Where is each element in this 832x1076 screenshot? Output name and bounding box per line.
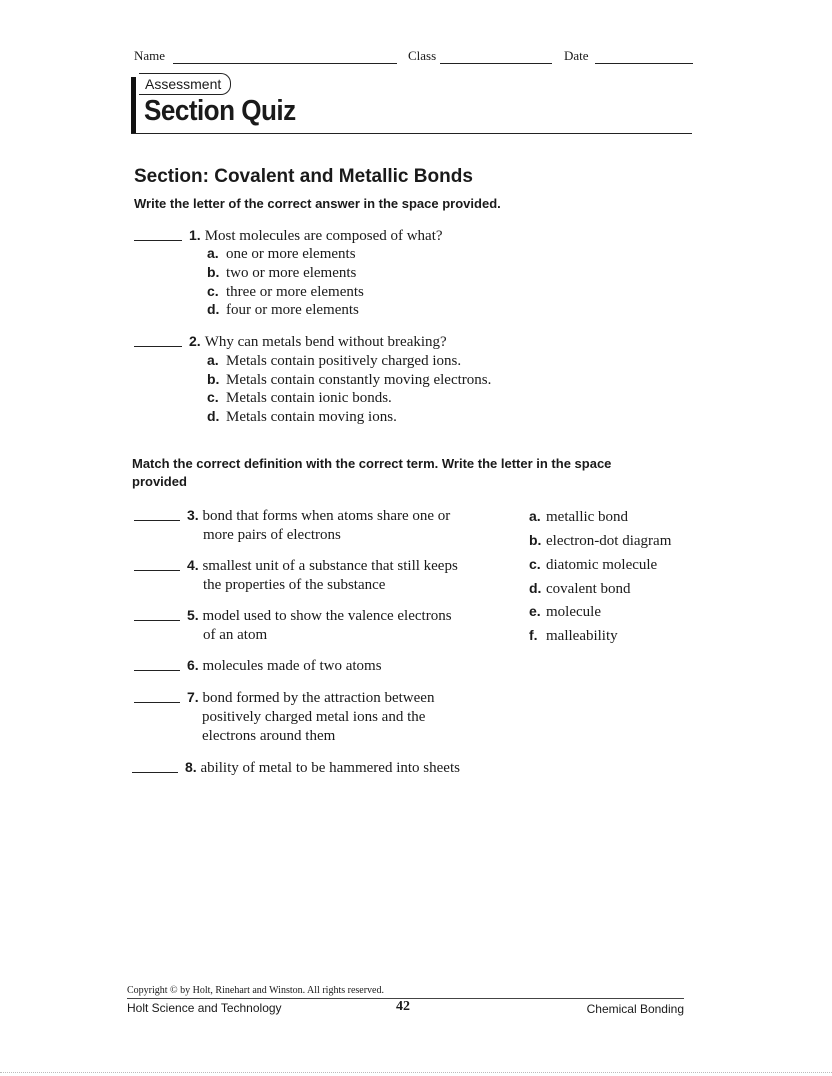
term-f: f. malleability (529, 627, 618, 644)
q1-option-b: b. two or more elements (207, 264, 357, 281)
banner-bar (131, 77, 136, 133)
instructions-matching-line2: provided (132, 474, 187, 489)
q2-option-c: c. Metals contain ionic bonds. (207, 389, 392, 406)
name-label: Name (134, 48, 166, 63)
section-title: Section: Covalent and Metallic Bonds (134, 166, 473, 187)
answer-blank-2[interactable] (134, 346, 182, 347)
instructions-multiple-choice: Write the letter of the correct answer in the space provided. (134, 196, 501, 211)
q2-option-b: b. Metals contain constantly moving electrons. (207, 371, 492, 388)
answer-blank-8[interactable] (132, 772, 178, 773)
class-label: Class (408, 48, 437, 63)
answer-blank-4[interactable] (134, 570, 180, 571)
assessment-tag (139, 73, 231, 95)
q2-option-a: a. Metals contain positively charged ions. (207, 352, 462, 369)
match-item-6: 6. molecules made of two atoms (187, 657, 382, 674)
footer-publisher: Holt Science and Technology (127, 1001, 282, 1015)
title-rule (131, 133, 692, 134)
answer-blank-6[interactable] (134, 670, 180, 671)
answer-blank-3[interactable] (134, 520, 180, 521)
answer-blank-5[interactable] (134, 620, 180, 621)
match-item-3: 3. bond that forms when atoms share one or more pairs of electrons (187, 507, 451, 543)
match-item-5: 5. model used to show the valence electrons of an atom (187, 607, 452, 643)
instructions-matching-line1: Match the correct definition with the correct term. Write the letter in the space (132, 456, 612, 471)
question-2 (189, 333, 447, 351)
page-number: 42 (396, 999, 410, 1014)
term-d: d. covalent bond (529, 580, 631, 597)
question-1-number: 1. (189, 227, 201, 243)
date-field[interactable] (595, 49, 693, 64)
question-1-text: Most molecules are composed of what? (204, 228, 443, 244)
assessment-tag-label: Assessment (145, 76, 222, 92)
term-a: a. metallic bond (529, 508, 629, 525)
q1-option-d: d. four or more elements (207, 301, 359, 318)
scan-edge (0, 1072, 832, 1073)
class-field[interactable] (440, 49, 552, 64)
question-1 (189, 227, 443, 245)
name-field[interactable] (173, 49, 397, 64)
question-2-text: Why can metals bend without breaking? (204, 334, 447, 350)
match-item-4: 4. smallest unit of a substance that still keeps the properties of the substance (187, 557, 458, 593)
date-label: Date (564, 48, 589, 63)
term-c: c. diatomic molecule (529, 556, 658, 573)
answer-blank-7[interactable] (134, 702, 180, 703)
answer-blank-1[interactable] (134, 240, 182, 241)
q2-option-d: d. Metals contain moving ions. (207, 408, 397, 425)
footer-chapter: Chemical Bonding (586, 1002, 684, 1016)
q1-option-c: c. three or more elements (207, 283, 364, 300)
match-item-8: 8. ability of metal to be hammered into sheets (185, 759, 460, 776)
term-b: b. electron-dot diagram (529, 532, 672, 549)
term-e: e. molecule (529, 603, 601, 620)
match-item-7: 7. bond formed by the attraction between positively charged metal ions and the electrons around them (187, 689, 435, 744)
page-title: Section Quiz (144, 95, 296, 127)
copyright: Copyright © by Holt, Rinehart and Winston. All rights reserved. (127, 985, 384, 996)
q1-option-a: a. one or more elements (207, 245, 356, 262)
question-2-number: 2. (189, 333, 201, 349)
